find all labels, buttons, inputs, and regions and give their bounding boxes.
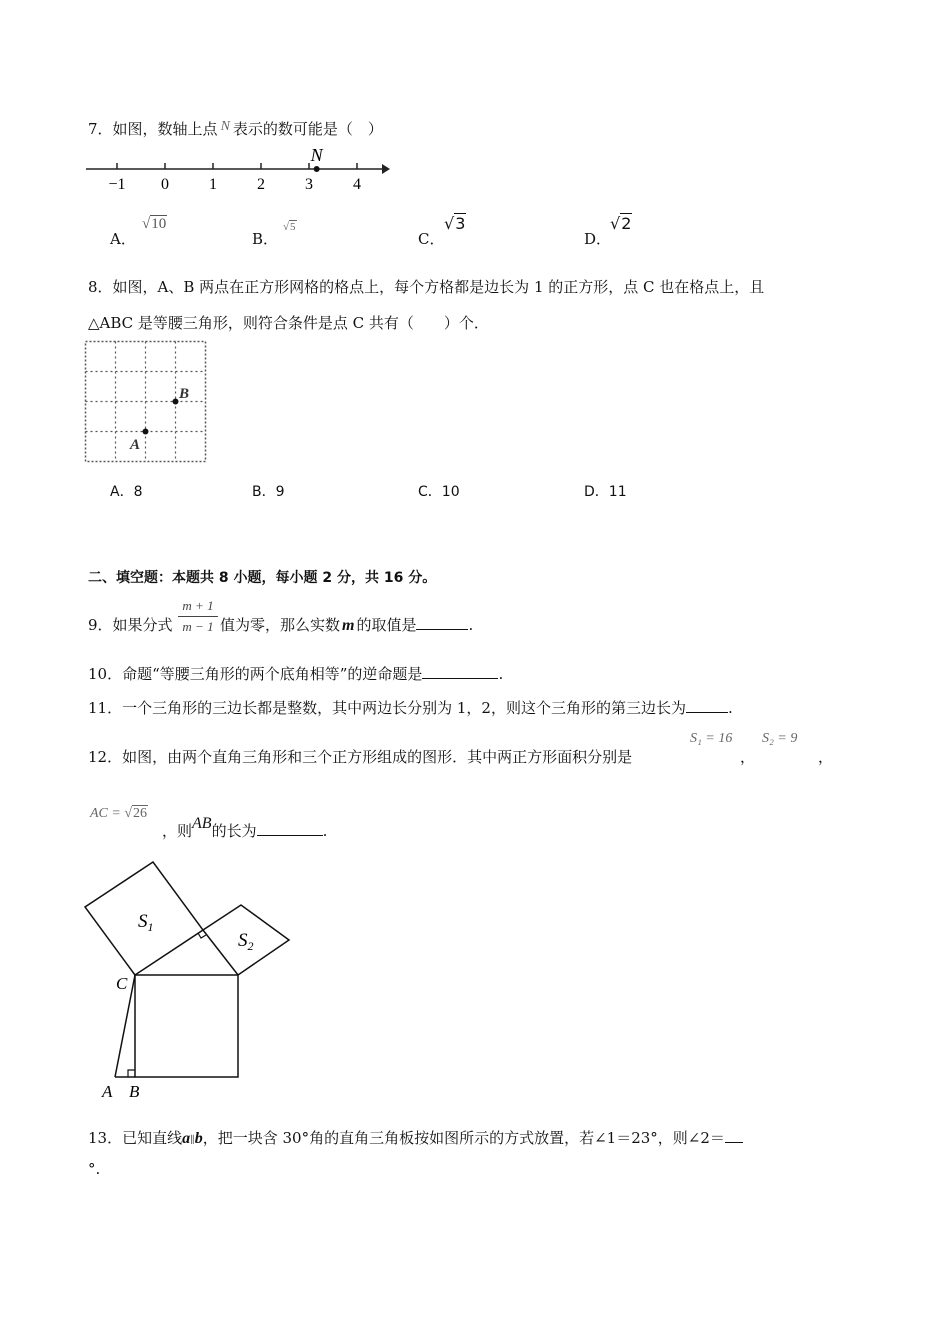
q7-option-a-value: √10 [142,216,167,232]
grid-point-b [173,399,179,405]
q8-option-a-letter: A． [110,484,134,500]
q7-option-a-radicand: 10 [151,216,167,232]
q8-option-b-value: 9 [275,484,285,500]
q7-option-d-letter: D． [584,230,612,248]
q10-stem [88,663,503,684]
q12-s2: S₂ = 9 [762,731,798,746]
q9-fraction [178,598,218,635]
q9-text-mid: 值为零，那么实数 [220,616,341,634]
q12-figure [80,855,310,1105]
q12-ac-expression: AC = √26 [90,806,148,821]
q7-var-n: N [220,119,230,134]
q8-number: 8． [88,278,113,296]
label-a: A [102,1082,113,1101]
q12-text: 如图，由两个直角三角形和三个正方形组成的图形．其中两正方形面积分别是 [122,748,633,766]
number-line-tick-label: 2 [257,176,265,193]
q8-stem-line1 [88,276,764,297]
q12-sep: ， [740,748,756,766]
q8-option-c-value: 10 [441,484,460,500]
q13-parallel: ∥ [190,1135,195,1146]
q10-end: . [498,665,504,683]
q13-number: 13． [88,1129,123,1147]
number-line-tick-label: 4 [353,176,361,193]
number-line-arrow [382,164,390,174]
q7-option-d[interactable] [584,228,611,249]
point-n-label: N [310,145,323,165]
number-line-tick-label: 0 [161,176,169,193]
q7-option-a-letter: A． [110,230,136,248]
q7-option-b-value: √5 [283,221,296,233]
q12-tail [162,815,328,841]
grid-point-a [143,429,149,435]
q12-answer-blank[interactable] [257,821,323,836]
q11-answer-blank[interactable] [686,698,728,713]
square-big [135,975,238,1077]
q11-end: . [727,699,733,717]
number-line-tick-label: 3 [305,176,313,193]
q8-stem-line2 [88,312,489,333]
q7-option-b[interactable] [252,228,278,249]
q7-number: 7． [88,120,113,138]
q7-stem [88,118,383,139]
q7-text-before: 如图，数轴上点 [112,120,218,138]
q9-numerator: m + 1 [182,598,214,613]
q9-end: . [468,616,474,634]
q12-then: ，则 [162,822,193,840]
q8-option-a[interactable] [110,481,143,501]
q13-var-b: b [194,1130,203,1147]
number-line [80,145,400,195]
section-2-heading: 二、填空题：本题共 8 小题，每小题 2 分，共 16 分。 [88,570,437,586]
q8-option-b-letter: B． [252,484,276,500]
q7-option-c-letter: C． [418,230,445,248]
q12-end-comma: ， [818,748,834,766]
q13-stem [88,1127,743,1148]
q11-stem [88,697,733,718]
q12-ac-radicand: 26 [133,806,148,821]
q13-text-before: 已知直线 [122,1129,183,1147]
right-angle-top [198,933,206,938]
q9-answer-blank[interactable] [416,615,468,630]
q8-line1: 如图，A、B 两点在正方形网格的格点上，每个方格都是边长为 1 的正方形，点 C 也在格点上，且 [112,278,765,296]
q12-s1: S₁ = 16 [690,731,733,746]
label-s2: $S_2$ [238,930,254,953]
q8-grid-figure [84,340,210,468]
q12-tail-text: 的长为 [211,822,257,840]
q7-option-b-radicand: 5 [290,221,296,233]
q7-option-c[interactable] [418,228,444,249]
q8-option-d[interactable] [584,481,627,501]
q8-option-c[interactable] [418,481,460,501]
q13-line2: °. [88,1160,101,1178]
q12-ab: AB [192,815,212,832]
q9-number: 9． [88,616,113,634]
point-n [314,166,320,172]
q9-stem-tail [220,614,473,635]
number-line-tick-label: 1 [209,176,217,193]
q8-option-b[interactable] [252,481,285,501]
label-b: B [129,1082,140,1101]
q8-option-a-value: 8 [133,484,143,500]
q8-option-d-value: 11 [608,484,627,500]
q7-option-d-radicand: 2 [621,214,632,233]
q9-text-after: 的取值是 [356,616,417,634]
q8-option-d-letter: D． [584,484,609,500]
label-c: C [116,974,128,993]
q9-text-before: 如果分式 [112,616,173,634]
q10-answer-blank[interactable] [422,664,498,679]
right-angle-b [128,1070,135,1077]
q9-stem [88,614,173,635]
q12-ac-left: AC = [90,806,125,821]
q7-option-c-radicand: 3 [455,214,466,233]
grid-label-b: B [179,386,190,402]
q9-denominator: m − 1 [182,619,214,634]
q12-end: . [322,822,328,840]
label-s1: $S_1$ [138,911,154,934]
q10-text: 命题“等腰三角形的两个底角相等”的逆命题是 [122,665,423,683]
q13-answer-blank[interactable] [725,1128,743,1143]
q10-number: 10． [88,665,123,683]
q7-option-c-value: √3 [444,214,466,233]
q7-option-d-value: √2 [610,214,632,233]
q7-text-after: 表示的数可能是（ ） [232,120,383,138]
q8-line2: △ABC 是等腰三角形，则符合条件是点 C 共有（ ）个． [88,314,489,332]
q11-number: 11． [88,699,123,717]
number-line-tick-label: −1 [108,176,126,193]
q11-text: 一个三角形的三边长都是整数，其中两边长分别为 1，2，则这个三角形的第三边长为 [122,699,686,717]
q13-var-a: a [182,1130,191,1147]
grid-label-a: A [130,437,141,453]
q12-number: 12． [88,748,123,766]
q7-option-a[interactable] [110,228,136,249]
q12-stem [88,746,632,767]
q8-option-c-letter: C． [418,484,442,500]
q9-var-m: m [342,617,355,634]
q13-text-after: ，把一块含 30°角的直角三角板按如图所示的方式放置，若∠1＝23°，则∠2＝ [202,1129,725,1147]
q7-option-b-letter: B． [252,230,279,248]
